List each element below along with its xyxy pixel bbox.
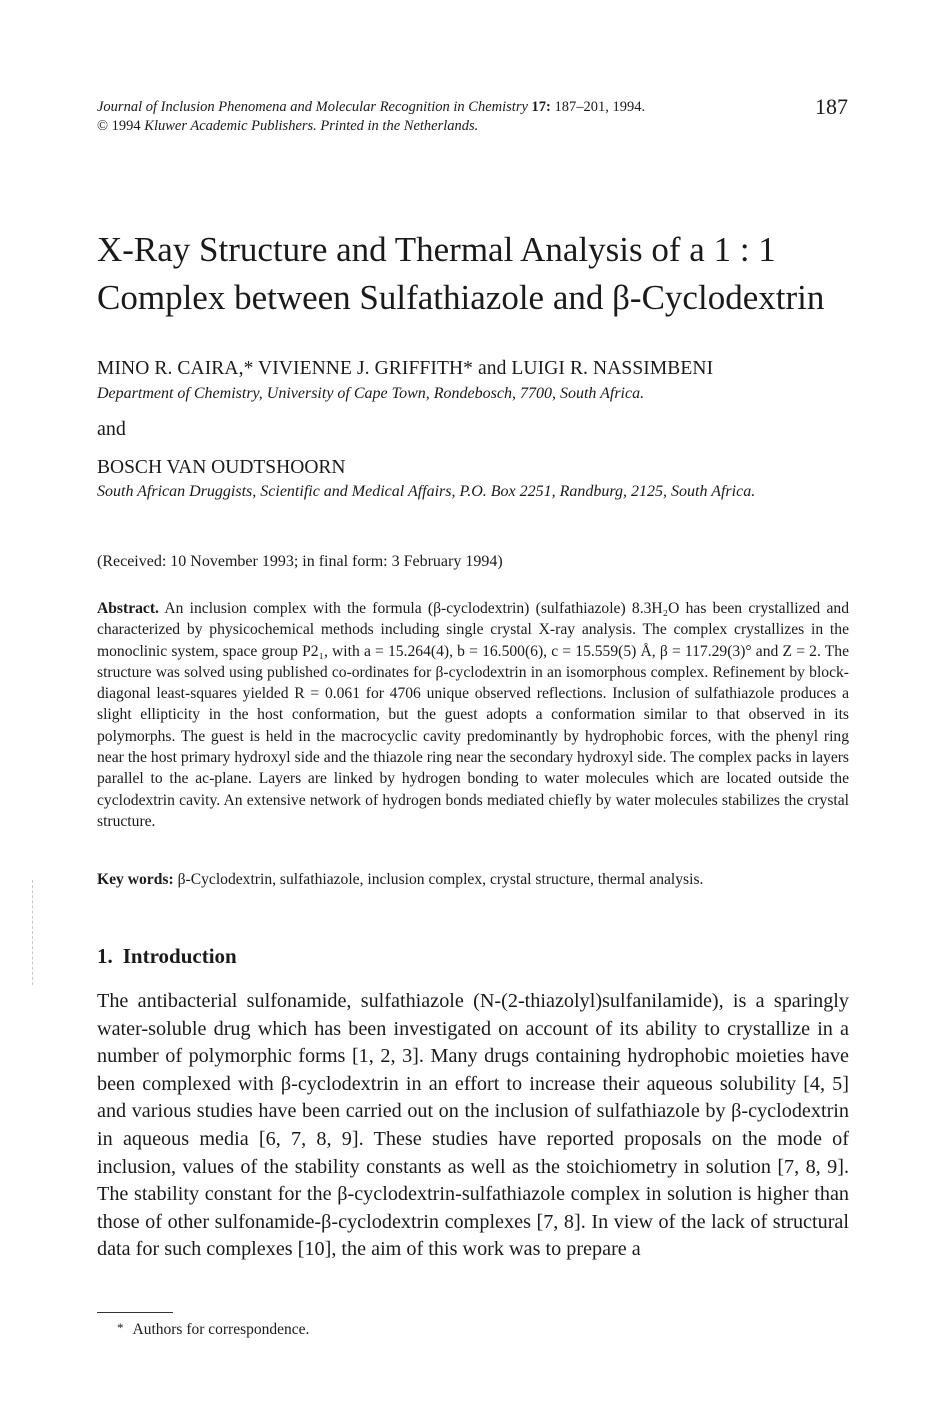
introduction-paragraph: The antibacterial sulfonamide, sulfathiazole (N-(2-thiazolyl)sulfanilamide), is a sparingly water-soluble drug which has been investigated on account of its ability to crystallize in a number of polymorphic forms [1, 2, 3]. Many drugs containing hydrophobic moieties have been complexed with β-cyclodextrin in an effort to increase their aqueous solubility [4, 5] and various studies have been carried out on the inclusion of sulfathiazole by β-cyclodextrin in aqueous media [6, 7, 8, 9]. These studies have reported proposals on the mode of inclusion, values of the stability constants as well as the stoichiometry in solution [7, 8, 9]. The stability constant for the β-cyclodextrin-sulfathiazole complex in solution is higher than those of other sulfonamide-β-cyclodextrin complexes [7, 8]. In view of the lack of structural data for such complexes [10], the aim of this work was to prepare a	[97, 990, 849, 1261]
received-dates: (Received: 10 November 1993; in final form: 3 February 1994)	[97, 553, 503, 570]
section-heading	[97, 944, 237, 969]
copyright-year: 1994	[111, 118, 141, 134]
journal-pages: 187–201, 1994.	[554, 99, 646, 115]
footnote	[117, 1320, 309, 1339]
affiliation-2: South African Druggists, Scientific and Medical Affairs, P.O. Box 2251, Randburg, 2125, South Africa.	[97, 483, 756, 500]
keywords-text: β-Cyclodextrin, sulfathiazole, inclusion complex, crystal structure, thermal analysis.	[177, 871, 704, 888]
copyright-symbol: ©	[97, 118, 109, 134]
title-line-2: Complex between Sulfathiazole and β-Cyclodextrin	[97, 278, 825, 317]
abstract-label: Abstract.	[97, 600, 159, 617]
footnote-rule	[97, 1312, 173, 1313]
affiliation-1: Department of Chemistry, University of Cape Town, Rondebosch, 7700, South Africa.	[97, 385, 645, 402]
article-title	[97, 226, 877, 322]
author-list-1: MINO R. CAIRA,* VIVIENNE J. GRIFFITH* and LUIGI R. NASSIMBENI	[97, 358, 714, 379]
keywords	[97, 871, 849, 889]
journal-header	[97, 98, 797, 136]
section-title: Introduction	[122, 944, 237, 968]
abstract-text: An inclusion complex with the formula (β-cyclodextrin) (sulfathiazole) 8.3H₂O has been crystallized and characterized by physicochemical methods including single crystal X-ray analysis. The complex crystallizes in the monoclinic system, space group P2₁, with a = 15.264(4), b = 16.500(6), c = 15.559(5) Å, β = 117.29(3)° and Z = 2. The structure was solved using published co-ordinates for β-cyclodextrin in an isomorphous complex. Refinement by block-diagonal least-squares yielded R = 0.061 for 4706 unique observed reflections. Inclusion of sulfathiazole produces a slight ellipticity in the host conformation, but the guest adopts a conformation similar to that observed in its polymorphs. The guest is held in the macrocyclic cavity predominantly by hydrophobic forces, with the phenyl ring near the host primary hydroxyl side and the thiazole ring near the secondary hydroxyl side. The complex packs in layers parallel to the ac-plane. Layers are linked by hydrogen bonding to water molecules which are located outside the cyclodextrin cavity. An extensive network of hydrogen bonds mediated chiefly by water molecules stabilizes the crystal structure.	[97, 600, 849, 830]
footnote-mark: *	[117, 1320, 124, 1335]
author-conjunction: and	[97, 418, 126, 440]
journal-volume: 17:	[531, 99, 551, 115]
journal-citation	[97, 98, 797, 117]
margin-mark	[32, 880, 35, 985]
section-number: 1.	[97, 944, 113, 968]
keywords-label: Key words:	[97, 871, 174, 888]
title-line-1: X-Ray Structure and Thermal Analysis of a 1 : 1	[97, 230, 776, 269]
author-list-2: BOSCH VAN OUDTSHOORN	[97, 457, 346, 478]
footnote-text: Authors for correspondence.	[132, 1321, 310, 1338]
copyright-line	[97, 117, 797, 136]
page-number: 187	[815, 94, 848, 119]
publisher-notice: Kluwer Academic Publishers. Printed in the Netherlands.	[144, 118, 479, 134]
abstract	[97, 598, 849, 832]
journal-name: Journal of Inclusion Phenomena and Molecular Recognition in Chemistry	[97, 99, 528, 115]
